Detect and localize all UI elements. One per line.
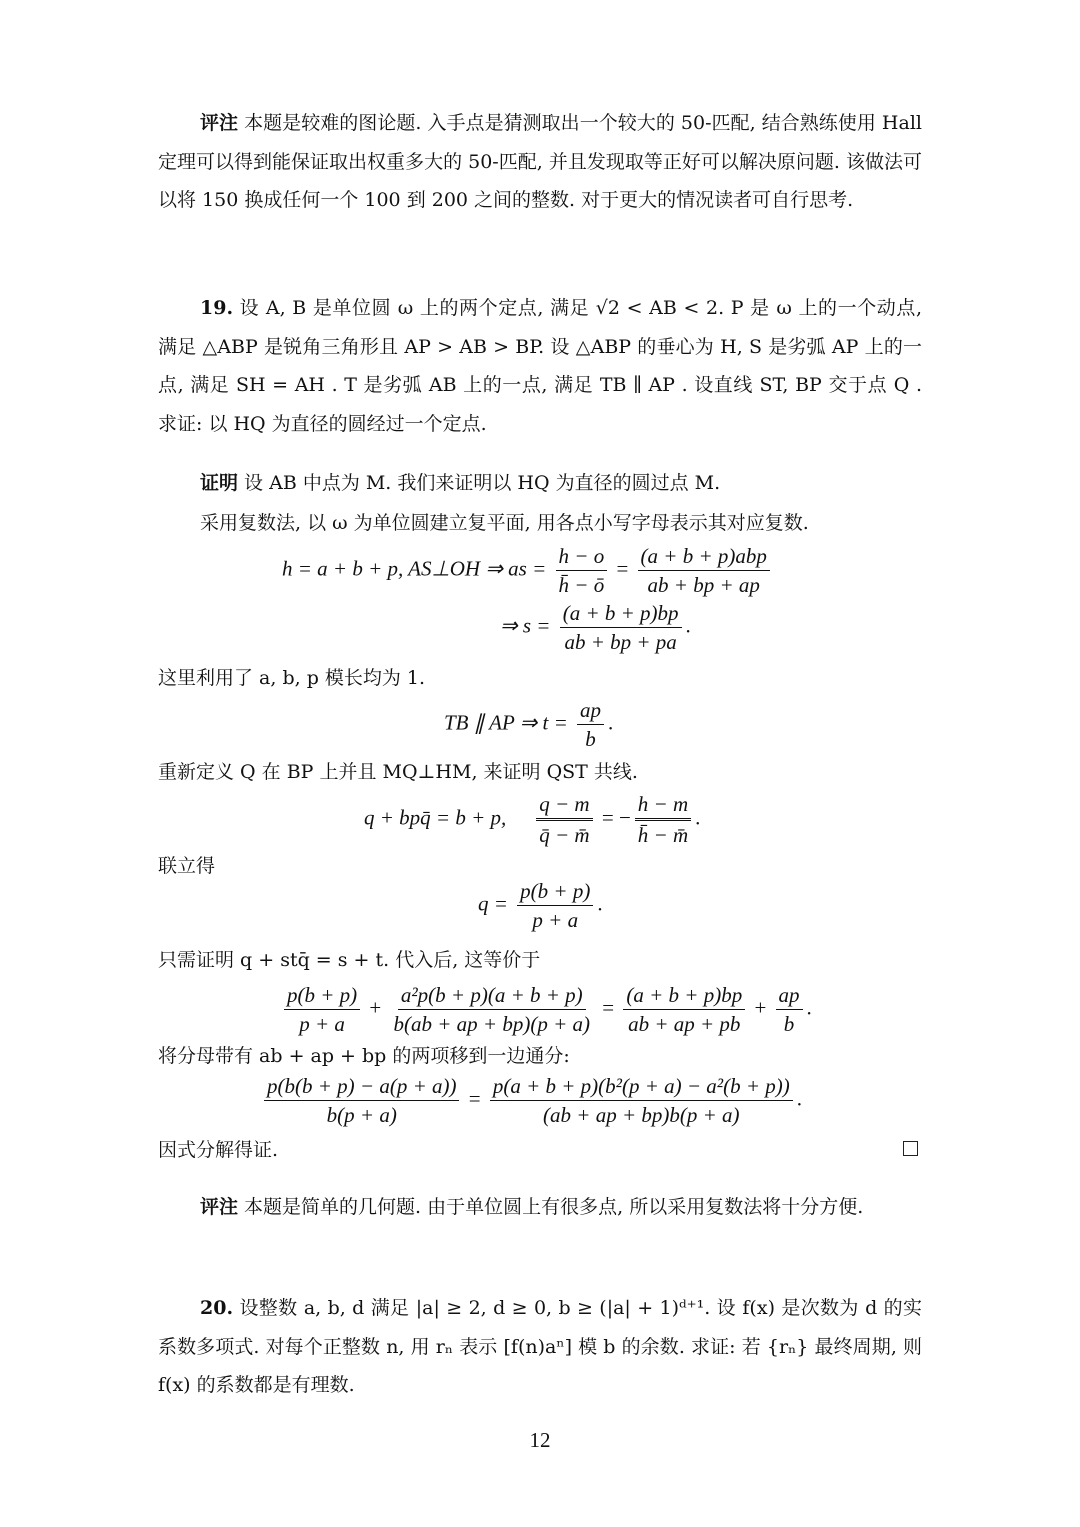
eq7-fraction-1: $\frac{p(b(b + p) - a(p + a))}{b(p + a)}$ bbox=[264, 1074, 459, 1127]
eq4-fraction-1: $\frac{q - m}{q̄ - m̄}$ bbox=[536, 792, 592, 847]
remark-label-2: 评注 bbox=[200, 1196, 239, 1218]
eq1-left: h = a + b + p, AS⊥OH ⇒ as = bbox=[282, 556, 552, 581]
proof-line-2: 采用复数法, 以 ω 为单位圆建立复平面, 用各点小写字母表示其对应复数. bbox=[200, 512, 809, 534]
page-number: 12 bbox=[529, 1428, 551, 1452]
remark-text: 本题是较难的图论题. 入手点是猜测取出一个较大的 50-匹配, 结合熟练使用 Hall 定理可以得到能保证取出权重多大的 50-匹配, 并且发现取等正好可以解决原问题. 该做法可以将 150 换成任何一个 100 到 200 之间的整数. 对于更大的情况读者可自行思考. bbox=[158, 112, 922, 211]
proof-line-6: 只需证明 q + stq̄ = s + t. 代入后, 这等价于 bbox=[158, 949, 541, 971]
proof-line-4: 重新定义 Q 在 BP 上并且 MQ⊥HM, 来证明 QST 共线. bbox=[158, 761, 638, 783]
eq5-fraction: $\frac{p(b + p)}{p + a}$ bbox=[517, 879, 593, 932]
remark-paragraph-1 bbox=[158, 104, 922, 220]
problem-text-20: 设整数 a, b, d 满足 |a| ≥ 2, d ≥ 0, b ≥ (|a| + 1)ᵈ⁺¹. 设 f(x) 是次数为 d 的实系数多项式. 对每个正整数 n, 用 rₙ 表示 [f(n)aⁿ] 模 b 的余数. 求证: 若 {rₙ} 最终周期, 则 f(x) 的系数都是有理数. bbox=[158, 1297, 922, 1396]
eq6-fraction-2: $\frac{\text{a²p(b + p)(a + b + p)}}{b(ab + ap + bp)(p + a)}$ bbox=[393, 983, 591, 1037]
problem-number: 19. bbox=[200, 297, 234, 319]
proof-line-1: 设 AB 中点为 M. 我们来证明以 HQ 为直径的圆过点 M. bbox=[238, 472, 721, 494]
eq2-fraction: $\frac{(a + b + p)bp}{ab + bp + pa}$ bbox=[560, 601, 682, 654]
eq6-fraction-3: $\frac{(a + b + p)bp}{ab + ap + pb}$ bbox=[623, 983, 745, 1036]
proof-intro bbox=[200, 468, 720, 498]
equation-7: $\frac{p(b(b + p) - a(p + a))}{b(p + a)}$ = $\frac{\text{p(a + b + p)(b²(p + a) − a²(b + p))}}{(ab + ap + bp)b(p + a)}$ . bbox=[260, 1074, 802, 1127]
equation-5: q = $\frac{p(b + p)}{p + a}$ . bbox=[478, 879, 603, 933]
equation-6: $\frac{p(b + p)}{p + a}$ + $\frac{\text{a²p(b + p)(a + b + p)}}{b(ab + ap + bp)(p + a)}$ = $\frac{(a + b + p)bp}{ab + ap + pb}$ + $\frac{ap}{b}$ . bbox=[280, 983, 812, 1036]
remark-label: 评注 bbox=[200, 112, 239, 134]
eq1-fraction-1: $\frac{h - o}{h̄ - ō}$ bbox=[556, 544, 608, 597]
eq3-fraction: $\frac{ap}{b}$ bbox=[577, 698, 604, 751]
eq4-fraction-2: $\frac{h - m}{h̄ - m̄}$ bbox=[635, 792, 691, 847]
equation-2: ⇒ s = $\frac{(a + b + p)bp}{ab + bp + pa}$ . bbox=[500, 601, 691, 655]
proof-line-3: 这里利用了 a, b, p 模长均为 1. bbox=[158, 667, 426, 689]
problem-text: 设 A, B 是单位圆 ω 上的两个定点, 满足 √2 < AB < 2. P 是 ω 上的一个动点, 满足 △ABP 是锐角三角形且 AP > AB > BP. 设 △ABP 的垂心为 H, S 是劣弧 AP 上的一点, 满足 SH = AH . T 是劣弧 AB 上的一点, 满足 TB ∥ AP . 设直线 ST, BP 交于点 Q . 求证: 以 HQ 为直径的圆经过一个定点. bbox=[158, 297, 922, 435]
eq7-fraction-2: $\frac{\text{p(a + b + p)(b²(p + a) − a²(b + p))}}{(ab + ap + bp)b(p + a)}$ bbox=[490, 1074, 793, 1127]
remark-text-2: 本题是简单的几何题. 由于单位圆上有很多点, 所以采用复数法将十分方便. bbox=[238, 1196, 864, 1218]
eq6-fraction-4: $\frac{ap}{b}$ bbox=[776, 983, 803, 1036]
eq1-fraction-2: $\frac{\text{(a + b + p)abp}}{ab + bp + ap}$ bbox=[638, 544, 770, 597]
equation-4: q + bpq̄ = b + p, $\frac{q - m}{q̄ - m̄}$ = − $\frac{h - m}{h̄ - m̄}$ . bbox=[364, 792, 701, 848]
problem-20 bbox=[158, 1289, 922, 1405]
proof-label: 证明 bbox=[200, 472, 239, 494]
proof-line-5: 联立得 bbox=[158, 855, 216, 877]
remark-paragraph-2 bbox=[158, 1188, 922, 1227]
proof-line-7: 将分母带有 ab + ap + bp 的两项移到一边通分: bbox=[158, 1045, 570, 1067]
proof-line-8: 因式分解得证. bbox=[158, 1139, 279, 1161]
qed-square-icon bbox=[903, 1141, 918, 1156]
equation-1: h = a + b + p, AS⊥OH ⇒ as = $\frac{h - o}{h̄ - ō}$ = $\frac{\text{(a + b + p)abp}}{ab + bp + ap}$ bbox=[282, 544, 774, 597]
eq6-fraction-1: $\frac{p(b + p)}{p + a}$ bbox=[284, 983, 360, 1036]
problem-19 bbox=[158, 289, 922, 443]
problem-number-20: 20. bbox=[200, 1297, 234, 1319]
equation-3: TB ∥ AP ⇒ t = $\frac{ap}{b}$ . bbox=[444, 698, 614, 752]
